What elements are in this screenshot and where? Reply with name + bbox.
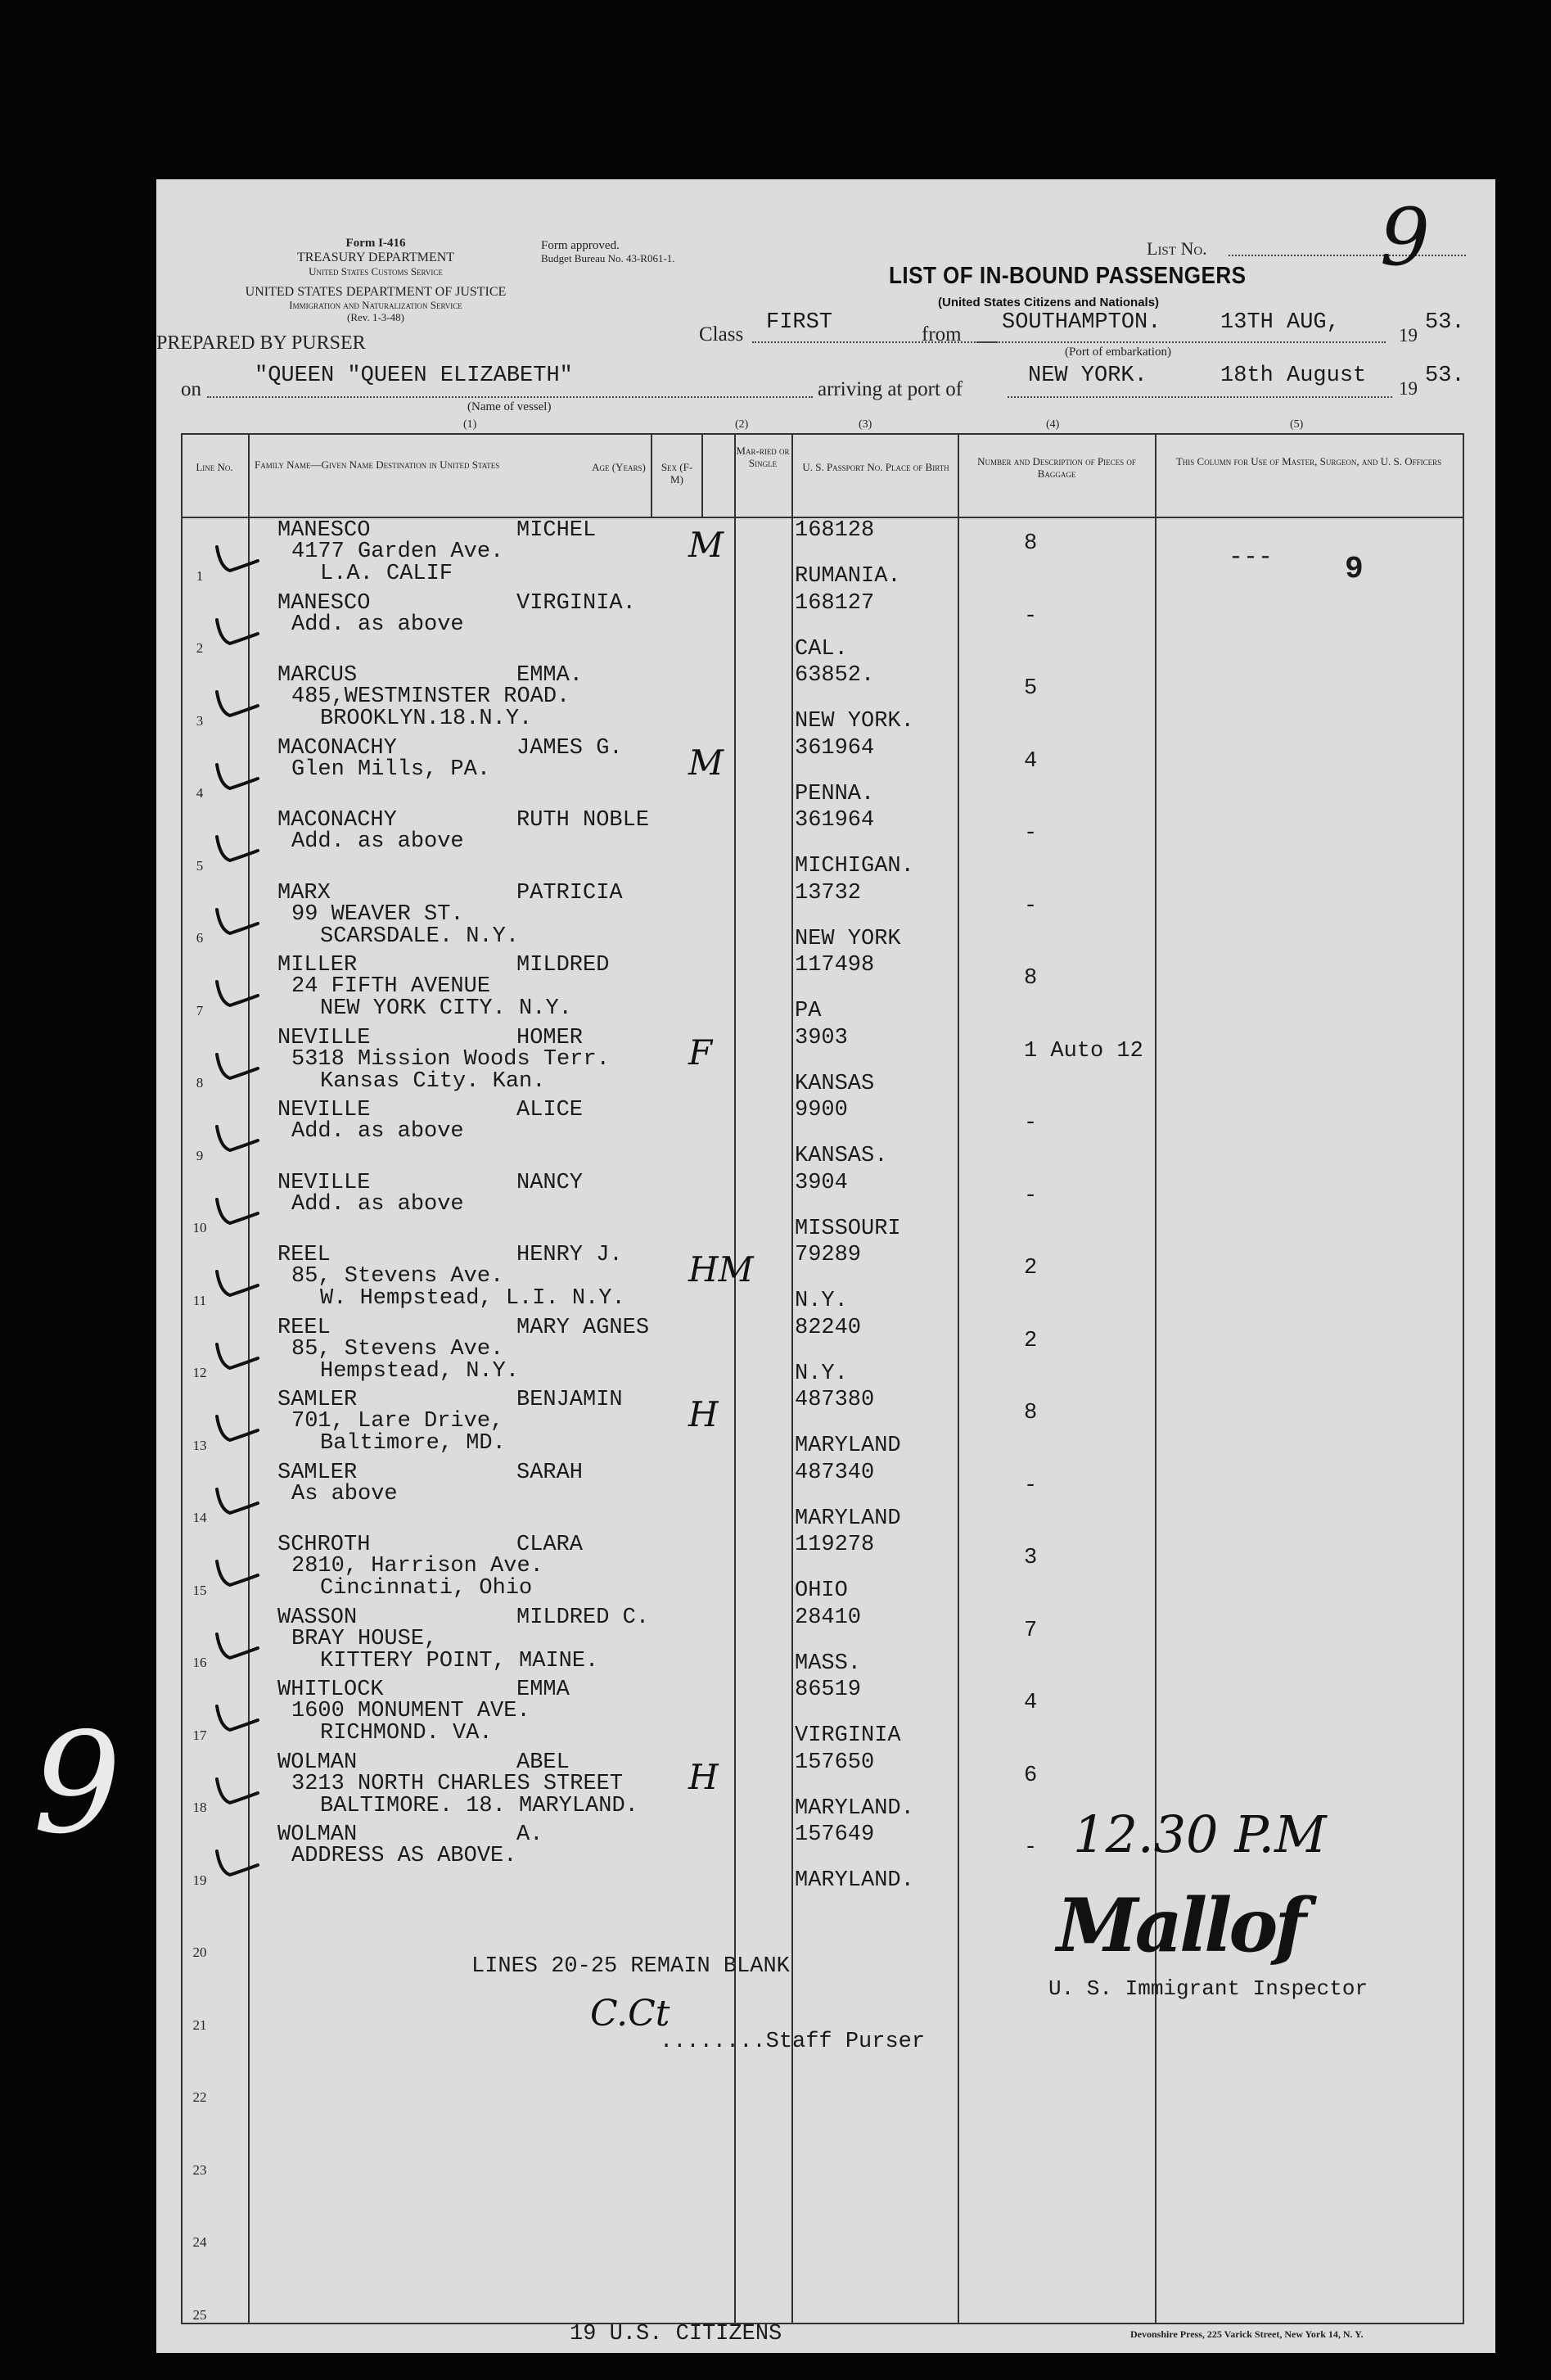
address-line-1: 85, Stevens Ave. — [291, 1336, 504, 1362]
list-no-label: List No. — [1147, 238, 1207, 259]
given-name: A. — [516, 1822, 543, 1847]
address-line-1: Add. as above — [291, 1119, 464, 1144]
family-name: MARCUS — [277, 663, 358, 688]
treasury-dept: TREASURY DEPARTMENT — [296, 251, 455, 265]
vessel-name: "QUEEN "QUEEN ELIZABETH" — [255, 364, 573, 388]
arrival-year: 53. — [1425, 364, 1465, 388]
line-number: 12 — [192, 1365, 207, 1380]
line-number: 15 — [192, 1582, 207, 1598]
hdr-officers: This Column for Use of Master, Surgeon, and U. S. Officers — [1175, 455, 1442, 467]
given-name: RUTH NOBLE — [516, 808, 650, 833]
customs-service: United States Customs Service — [309, 264, 443, 278]
baggage-count: 8 — [1024, 531, 1038, 556]
birth-place: CAL. — [795, 636, 848, 662]
address-line-2: KITTERY POINT, MAINE. — [320, 1648, 599, 1673]
birth-place: MICHIGAN. — [795, 854, 914, 878]
baggage-count: - — [1024, 1836, 1038, 1860]
family-name: SAMLER — [277, 1460, 358, 1485]
line-number: 8 — [196, 1075, 204, 1091]
line-number: 23 — [192, 2161, 207, 2178]
line-number: 13 — [192, 1437, 207, 1453]
passport-no: 361964 — [795, 808, 875, 833]
address-line-1: Glen Mills, PA. — [291, 756, 491, 782]
address-line-2: BROOKLYN.18.N.Y. — [320, 707, 533, 731]
col-divider — [651, 433, 652, 517]
check-mark — [212, 1187, 261, 1228]
sex-mark: H — [688, 1756, 719, 1797]
passport-no: 157649 — [795, 1822, 875, 1847]
birth-place: VIRGINIA — [795, 1723, 901, 1748]
hdr-baggage: Number and Description of Pieces of Baggage — [977, 455, 1136, 480]
check-mark — [212, 1622, 261, 1663]
arrival-line — [1008, 396, 1392, 398]
list-no-line — [1229, 255, 1466, 256]
baggage-count: 6 — [1024, 1763, 1038, 1788]
purser-label: ........Staff Purser — [660, 2030, 926, 2054]
prepared-by: PREPARED BY PURSER — [156, 332, 366, 354]
address-line-1: 5318 Mission Woods Terr. — [291, 1046, 610, 1072]
baggage-count: - — [1024, 1473, 1038, 1498]
col-num-1: (1) — [463, 418, 477, 431]
margin-note: 9 — [33, 1703, 122, 1865]
family-name: MANESCO — [277, 590, 371, 616]
baggage-count: - — [1024, 1183, 1038, 1208]
sex-mark: HM — [688, 1249, 754, 1289]
address-line-1: BRAY HOUSE, — [291, 1626, 438, 1651]
address-line-1: 701, Lare Drive, — [291, 1409, 504, 1434]
passport-no: 3903 — [795, 1025, 848, 1050]
baggage-count: - — [1024, 893, 1038, 919]
line-number: 17 — [192, 1727, 207, 1743]
given-name: MICHEL — [516, 518, 597, 543]
birth-place: PENNA. — [795, 781, 875, 806]
col-num-3: (3) — [859, 418, 872, 431]
baggage-count: 3 — [1024, 1546, 1038, 1570]
line-number: 9 — [196, 1147, 204, 1163]
check-mark — [212, 969, 261, 1010]
sex-mark: M — [688, 742, 724, 783]
baggage-count: - — [1024, 603, 1038, 629]
vessel-caption: (Name of vessel) — [467, 400, 552, 413]
family-name: NEVILLE — [277, 1170, 371, 1195]
birth-place: KANSAS — [795, 1071, 875, 1096]
birth-place: RUMANIA. — [795, 564, 901, 589]
given-name: CLARA — [516, 1533, 584, 1557]
address-line-2: Kansas City. Kan. — [320, 1068, 546, 1094]
birth-place: MARYLAND — [795, 1434, 901, 1458]
address-line-1: Add. as above — [291, 612, 464, 637]
address-line-1: 99 WEAVER ST. — [291, 901, 464, 927]
form-header-left — [163, 237, 588, 324]
address-line-1: 485,WESTMINSTER ROAD. — [291, 684, 570, 709]
officer-dashes: --- — [1229, 544, 1274, 571]
remain-blank: LINES 20-25 REMAIN BLANK — [471, 1954, 790, 1979]
address-line-1: 24 FIFTH AVENUE — [291, 974, 491, 999]
check-mark — [212, 1114, 261, 1155]
line-number: 4 — [196, 785, 204, 801]
given-name: ALICE — [516, 1098, 584, 1122]
family-name: MANESCO — [277, 518, 371, 543]
given-name: PATRICIA — [516, 880, 623, 905]
manifest-page — [156, 179, 1495, 2353]
address-line-1: 4177 Garden Ave. — [291, 540, 504, 564]
family-name: SAMLER — [277, 1388, 358, 1412]
given-name: HENRY J. — [516, 1243, 623, 1267]
baggage-count: 4 — [1024, 1691, 1038, 1715]
baggage-count: 8 — [1024, 1401, 1038, 1425]
line-number: 16 — [192, 1655, 207, 1670]
arrival-date: 18th August — [1220, 364, 1367, 388]
given-name: JAMES G. — [516, 735, 623, 761]
hdr-married: Mar-ried or Single — [736, 445, 790, 469]
address-line-1: Add. as above — [291, 829, 464, 854]
birth-place: NEW YORK — [795, 926, 901, 951]
time-note: 12.30 P.M — [1073, 1804, 1327, 1864]
address-line-1: 3213 NORTH CHARLES STREET — [291, 1771, 624, 1796]
line-number: 10 — [192, 1220, 207, 1235]
inspector-signature: Mallof — [1057, 1882, 1304, 1969]
check-mark — [212, 1404, 261, 1445]
line-number: 14 — [192, 1510, 207, 1525]
address-line-2: Cincinnati, Ohio — [320, 1576, 533, 1601]
family-name: WOLMAN — [277, 1750, 358, 1775]
address-line-2: NEW YORK CITY. N.Y. — [320, 996, 572, 1021]
form-revision: (Rev. 1-3-48) — [347, 310, 404, 323]
col-divider — [1155, 433, 1156, 2324]
baggage-count: 2 — [1024, 1328, 1038, 1353]
check-mark — [212, 1332, 261, 1373]
passport-no: 168128 — [795, 518, 875, 543]
purser-signature: C.Ct — [590, 1993, 670, 2035]
line-number: 21 — [192, 2016, 207, 2033]
passport-no: 63852. — [795, 663, 875, 688]
hdr-line-no: Line No. — [196, 461, 233, 473]
passport-no: 119278 — [795, 1533, 875, 1557]
depart-date: 13TH AUG, — [1220, 310, 1340, 335]
given-name: MILDRED — [516, 953, 610, 978]
family-name: MARX — [277, 880, 331, 905]
check-mark — [212, 680, 261, 720]
given-name: EMMA — [516, 1678, 570, 1702]
given-name: EMMA. — [516, 663, 584, 688]
given-name: MILDRED C. — [516, 1605, 650, 1630]
check-mark — [212, 1477, 261, 1518]
list-subtitle: (United States Citizens and Nationals) — [938, 296, 1160, 309]
birth-place: N.Y. — [795, 1361, 848, 1386]
arriving-label: arriving at port of — [818, 378, 963, 400]
line-number: 19 — [192, 1872, 207, 1888]
family-name: WASSON — [277, 1605, 358, 1630]
port-embark-caption: (Port of embarkation) — [1065, 345, 1171, 359]
family-name: NEVILLE — [277, 1098, 371, 1122]
list-title: LIST OF IN-BOUND PASSENGERS — [889, 263, 1247, 289]
address-line-2: W. Hempstead, L.I. N.Y. — [320, 1286, 625, 1311]
check-mark — [212, 1694, 261, 1735]
check-mark — [212, 824, 261, 865]
justice-dept: UNITED STATES DEPARTMENT OF JUSTICE — [245, 284, 507, 299]
baggage-count: - — [1024, 821, 1038, 846]
hdr-sex: Sex (F-M) — [661, 461, 693, 485]
address-line-1: As above — [291, 1481, 398, 1506]
birth-place: MARYLAND — [795, 1506, 901, 1531]
baggage-count: 1 Auto 12 — [1024, 1038, 1143, 1064]
printer-imprint: Devonshire Press, 225 Varick Street, New York 14, N. Y. — [1130, 2328, 1364, 2340]
depart-year: 53. — [1425, 310, 1465, 335]
line-number: 2 — [196, 640, 204, 656]
col-divider — [701, 433, 703, 517]
birth-place: N.Y. — [795, 1289, 848, 1313]
baggage-count: 4 — [1024, 748, 1038, 774]
address-line-2: RICHMOND. VA. — [320, 1721, 493, 1745]
check-mark — [212, 1839, 261, 1880]
birth-place: KANSAS. — [795, 1144, 888, 1168]
check-mark — [212, 897, 261, 938]
form-number: Form I-416 — [345, 237, 406, 250]
given-name: SARAH — [516, 1460, 584, 1485]
line-number: 5 — [196, 857, 204, 874]
address-line-1: 85, Stevens Ave. — [291, 1264, 504, 1289]
passport-no: 9900 — [795, 1098, 848, 1122]
given-name: MARY AGNES — [516, 1315, 650, 1340]
inspector-label: U. S. Immigrant Inspector — [1048, 1976, 1368, 2001]
passport-no: 79289 — [795, 1243, 862, 1267]
passport-no: 3904 — [795, 1170, 848, 1195]
family-name: MACONACHY — [277, 808, 397, 833]
passport-no: 86519 — [795, 1678, 862, 1702]
budget-text: Budget Bureau No. 43-R061-1. — [541, 251, 675, 264]
class-value: FIRST — [766, 310, 833, 335]
birth-place: NEW YORK. — [795, 709, 914, 734]
passport-no: 487380 — [795, 1388, 875, 1412]
birth-place: PA — [795, 999, 822, 1023]
sex-mark: H — [688, 1394, 719, 1434]
depart-year-prefix: 19 — [1399, 325, 1418, 345]
from-label: from — [922, 323, 962, 345]
col-num-4: (4) — [1046, 418, 1060, 431]
given-name: HOMER — [516, 1025, 584, 1050]
birth-place: MARYLAND. — [795, 1868, 914, 1893]
line-number: 20 — [192, 1944, 207, 1960]
family-name: REEL — [277, 1315, 331, 1340]
check-mark — [212, 1042, 261, 1083]
col-divider — [958, 433, 959, 2324]
family-name: WOLMAN — [277, 1822, 358, 1847]
from-port: SOUTHAMPTON. — [1002, 310, 1161, 335]
check-mark — [212, 535, 261, 576]
address-line-2: Hempstead, N.Y. — [320, 1358, 520, 1384]
hdr-passport: U. S. Passport No. Place of Birth — [802, 461, 949, 473]
line-number: 24 — [192, 2234, 207, 2250]
baggage-count: 7 — [1024, 1618, 1038, 1643]
birth-place: MISSOURI — [795, 1216, 901, 1241]
passport-no: 168127 — [795, 590, 875, 616]
line-number: 6 — [196, 930, 204, 946]
line-number: 1 — [196, 567, 204, 584]
given-name: NANCY — [516, 1170, 584, 1195]
address-line-2: Baltimore, MD. — [320, 1431, 506, 1456]
line-number: 22 — [192, 2089, 207, 2105]
passport-no: 361964 — [795, 735, 875, 761]
check-mark — [212, 1549, 261, 1590]
passport-no: 157650 — [795, 1750, 875, 1775]
address-line-1: 2810, Harrison Ave. — [291, 1554, 543, 1578]
ins-service: Immigration and Naturalization Service — [289, 298, 462, 311]
list-no-value: 9 — [1380, 192, 1431, 283]
birth-place: OHIO — [795, 1578, 848, 1603]
birth-place: MASS. — [795, 1651, 862, 1676]
line-number: 11 — [192, 1292, 207, 1308]
check-mark — [212, 752, 261, 793]
footer-citizens: 19 U.S. CITIZENS — [570, 2322, 782, 2346]
baggage-count: - — [1024, 1111, 1038, 1136]
col-num-2: (2) — [735, 418, 749, 431]
given-name: ABEL — [516, 1750, 570, 1775]
address-line-2: L.A. CALIF — [320, 562, 453, 586]
col-num-5: (5) — [1290, 418, 1304, 431]
given-name: VIRGINIA. — [516, 590, 636, 616]
check-mark — [212, 1767, 261, 1808]
on-label: on — [181, 378, 201, 400]
passport-no: 487340 — [795, 1460, 875, 1485]
family-name: REEL — [277, 1243, 331, 1267]
arrival-year-prefix: 19 — [1399, 378, 1418, 399]
family-name: WHITLOCK — [277, 1678, 384, 1702]
line-number: 25 — [192, 2306, 207, 2323]
sex-mark: F — [688, 1032, 713, 1073]
hdr-age: Age (Years) — [592, 461, 646, 473]
baggage-count: 8 — [1024, 966, 1038, 991]
sex-mark: M — [688, 525, 724, 565]
arrival-port: NEW YORK. — [1028, 364, 1147, 388]
family-name: MACONACHY — [277, 735, 397, 761]
address-line-1: Add. as above — [291, 1191, 464, 1217]
birth-place: MARYLAND. — [795, 1795, 914, 1821]
passport-no: 117498 — [795, 953, 875, 978]
family-name: MILLER — [277, 953, 358, 978]
family-name: NEVILLE — [277, 1025, 371, 1050]
passport-no: 13732 — [795, 880, 862, 905]
vessel-line — [207, 396, 813, 398]
address-line-1: ADDRESS AS ABOVE. — [291, 1844, 517, 1868]
address-line-1: 1600 MONUMENT AVE. — [291, 1699, 530, 1723]
baggage-count: 2 — [1024, 1256, 1038, 1280]
class-label: Class — [699, 323, 744, 345]
form-approved — [541, 239, 729, 264]
officer-note: 9 — [1345, 552, 1364, 587]
baggage-count: 5 — [1024, 676, 1038, 701]
address-line-2: BALTIMORE. 18. MARYLAND. — [320, 1793, 638, 1818]
check-mark — [212, 1259, 261, 1300]
hdr-name-dest: Family Name—Given Name Destination in United States — [255, 458, 500, 471]
from-line — [976, 341, 1386, 343]
address-line-2: SCARSDALE. N.Y. — [320, 924, 520, 949]
passport-no: 28410 — [795, 1605, 862, 1630]
line-number: 3 — [196, 712, 204, 729]
family-name: SCHROTH — [277, 1533, 371, 1557]
approved-text: Form approved. — [541, 239, 620, 252]
line-number: 7 — [196, 1002, 204, 1018]
check-mark — [212, 607, 261, 648]
line-number: 18 — [192, 1800, 207, 1815]
given-name: BENJAMIN — [516, 1388, 623, 1412]
passport-no: 82240 — [795, 1315, 862, 1340]
